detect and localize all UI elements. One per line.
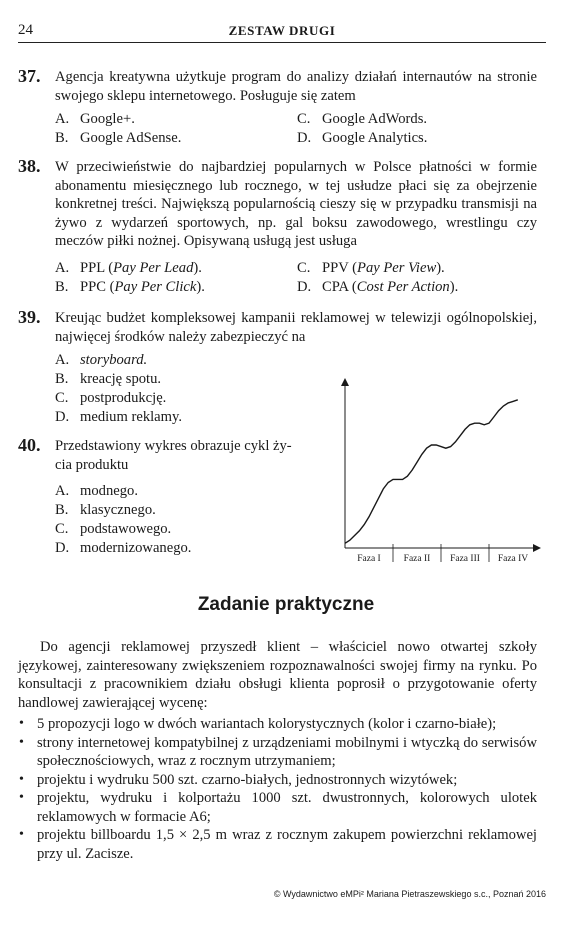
list-item: • projektu billboardu 1,5 × 2,5 m wraz z rocznym zakupem powierzchni reklamowej przy ul. Zacisze. (19, 827, 537, 862)
question-37-number: 37. (18, 66, 41, 86)
question-39-number: 39. (18, 307, 41, 327)
list-item: • strony internetowej kompatybilnej z urządzeniami mobilnymi i wtyczką do serwisów społecznościowych, wraz z rocznym utrzymaniem; (19, 734, 537, 769)
list-item: • 5 propozycji logo w dwóch wariantach kolorystycznych (kolor i czarno-białe); (19, 716, 497, 732)
question-38-option-a: A. PPL (Pay Per Lead). (55, 260, 202, 276)
question-38-option-b: B. PPC (Pay Per Click). (55, 279, 205, 295)
question-40-number: 40. (18, 435, 41, 455)
question-37-option-a: A. Google+. (55, 111, 135, 127)
question-37-option-d: D. Google Analytics. (297, 130, 428, 146)
chart-x-tick-label: Faza III (450, 554, 480, 564)
question-40-option-c: C. podstawowego. (55, 521, 172, 537)
question-38-option-c: C. PPV (Pay Per View). (297, 260, 445, 276)
question-40-text-line-1: Przedstawiony wykres obrazuje cykl ży- (55, 438, 292, 454)
list-item: • projektu i wydruku 500 szt. czarno-białych, jednostronnych wizytówek; (19, 771, 458, 788)
section-title: Zadanie praktyczne (197, 594, 375, 615)
question-38-number: 38. (18, 156, 41, 176)
question-39-option-a: A. storyboard. (55, 352, 148, 368)
question-37-text: Agencja kreatywna użytkuje program do analizy działań internautów na stronie swojego sklepu internetowego. Posługuje się zatem (55, 69, 537, 104)
chart-x-tick-label: Faza II (403, 554, 431, 564)
chart-series-line (345, 400, 518, 544)
page-header (18, 22, 546, 43)
chart-x-tick-label: Faza IV (497, 554, 529, 564)
question-39-option-d: D. medium reklamy. (55, 409, 182, 425)
question-39-option-b: B. kreację spotu. (55, 371, 162, 387)
task-bullet-list (19, 715, 537, 863)
task-paragraph: Do agencji reklamowej przyszedł klient – właściciel nowo otwartej szkoły językowej, zainteresowany zwiększeniem rozpoznawalności swojej firmy na rynku. Po konsultacji z pracownikiem działu obsługi klienta poprosił o przygotowanie oferty handlowej zawierającej wycenę: (18, 639, 537, 711)
page-footer: © Wydawnictwo eMPi² Mariana Pietraszewskiego s.c., Poznań 2016 (273, 889, 546, 899)
question-40-text-line-2: cia produktu (55, 456, 129, 473)
question-39-text: Kreując budżet kompleksowej kampanii reklamowej w telewizji ogólnopolskiej, najwięcej środków należy zabezpieczyć na (55, 310, 537, 345)
question-40-text (55, 437, 315, 474)
chart-x-tick-label: Faza I (357, 554, 381, 564)
question-38-text: W przeciwieństwie do najbardziej popularnych w Polsce płatności w formie abonamentu miesięcznego lub rocznego, w tej usłudze płaci się za obejrzenie konkretnej treści. Największą popularnością cieszy się w przypadku transmisji na żywo z wydarzeń sportowych, np. gal boksu zawodowego, wrestlingu czy meczów piłki nożnej. Opisywaną usługą jest usługa (55, 159, 537, 249)
list-item: • projektu, wydruku i kolportażu 1000 szt. dwustronnych, kolorowych ulotek reklamowych w formacie A6; (19, 790, 537, 825)
question-38-option-d: D. CPA (Cost Per Action). (297, 279, 459, 295)
question-40-option-d: D. modernizowanego. (55, 540, 192, 556)
product-life-cycle-chart (325, 370, 550, 570)
page-number: 24 (18, 22, 33, 38)
question-39-option-c: C. postprodukcję. (55, 390, 167, 406)
question-37-option-b: B. Google AdSense. (55, 130, 182, 146)
question-40-option-b: B. klasycznego. (55, 502, 156, 518)
question-37-option-c: C. Google AdWords. (297, 111, 428, 127)
question-40-option-a: A. modnego. (55, 483, 138, 499)
section-header-title: ZESTAW DRUGI (228, 23, 336, 38)
